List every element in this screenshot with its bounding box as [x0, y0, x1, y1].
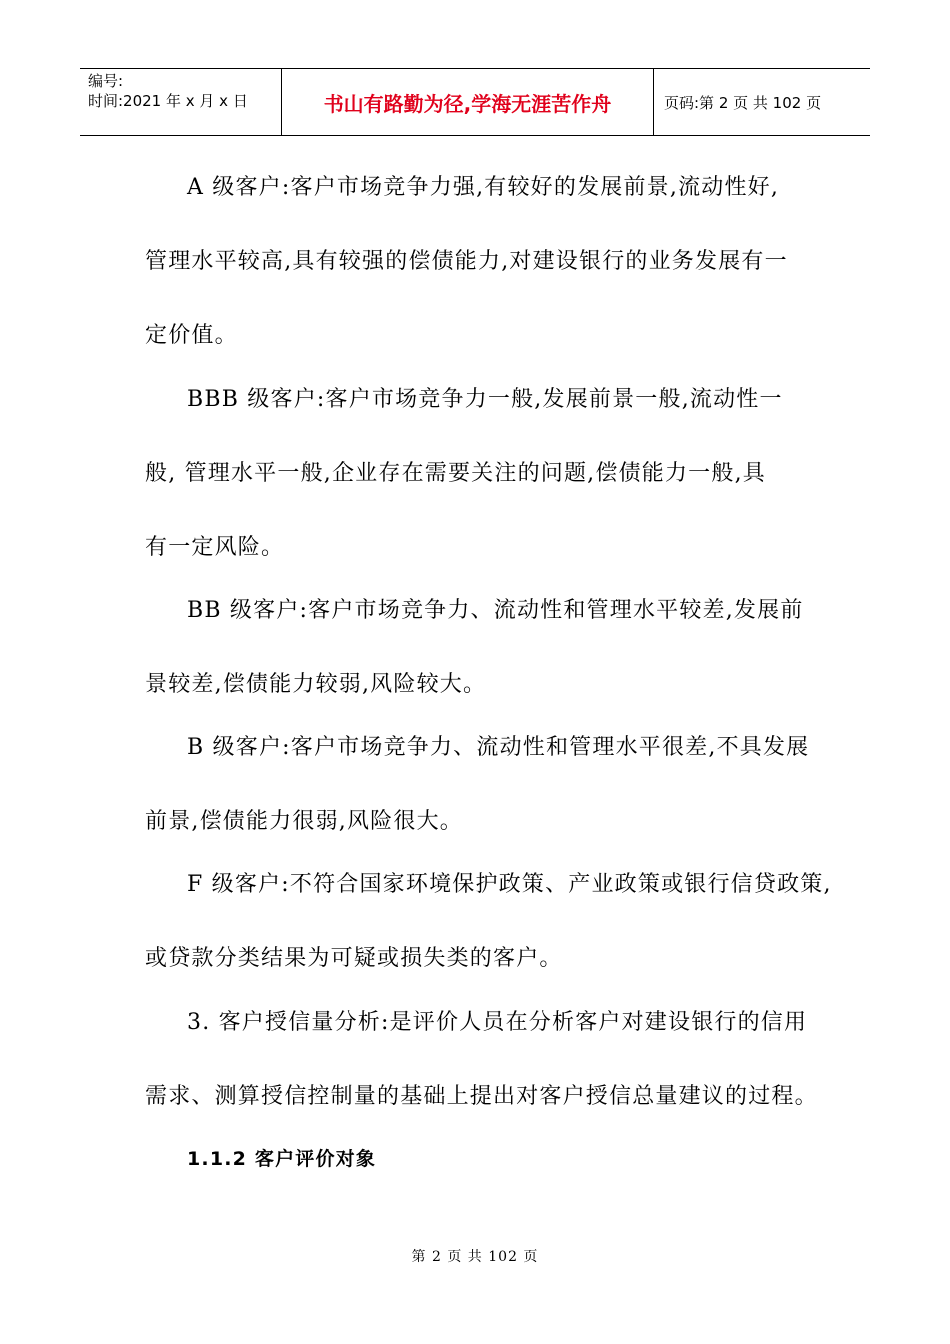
- paragraph-line: 需求、测算授信控制量的基础上提出对客户授信总量建议的过程。: [145, 1084, 818, 1109]
- page-header: [80, 68, 870, 136]
- header-motto: 书山有路勤为径,学海无涯苦作舟: [282, 69, 654, 135]
- paragraph-line: BBB 级客户:客户市场竞争力一般,发展前景一般,流动性一: [187, 387, 783, 412]
- paragraph-line: 前景,偿债能力很弱,风险很大。: [145, 809, 463, 834]
- document-date: 时间:2021 年 x 月 x 日: [88, 92, 248, 110]
- section-heading: 1.1.2 客户评价对象: [187, 1148, 377, 1170]
- paragraph-line: 有一定风险。: [145, 535, 285, 560]
- paragraph-line: 般, 管理水平一般,企业存在需要关注的问题,偿债能力一般,具: [145, 461, 766, 486]
- header-page-info: 页码:第 2 页 共 102 页: [664, 93, 822, 112]
- paragraph-line: F 级客户:不符合国家环境保护政策、产业政策或银行信贷政策,: [187, 872, 832, 897]
- paragraph-line: 景较差,偿债能力较弱,风险较大。: [145, 672, 487, 697]
- header-meta: [80, 69, 282, 135]
- paragraph-line: 管理水平较高,具有较强的偿债能力,对建设银行的业务发展有一: [145, 249, 788, 274]
- paragraph-line: 或贷款分类结果为可疑或损失类的客户。: [145, 946, 563, 971]
- document-number-label: 编号:: [88, 72, 124, 90]
- paragraph-line: 3. 客户授信量分析:是评价人员在分析客户对建设银行的信用: [187, 1010, 808, 1035]
- paragraph-line: 定价值。: [145, 323, 238, 348]
- paragraph-line: B 级客户:客户市场竞争力、流动性和管理水平很差,不具发展: [187, 735, 810, 760]
- paragraph-line: BB 级客户:客户市场竞争力、流动性和管理水平较差,发展前: [187, 598, 804, 623]
- paragraph-line: A 级客户:客户市场竞争力强,有较好的发展前景,流动性好,: [187, 175, 780, 200]
- page-footer: 第 2 页 共 102 页: [411, 1249, 539, 1265]
